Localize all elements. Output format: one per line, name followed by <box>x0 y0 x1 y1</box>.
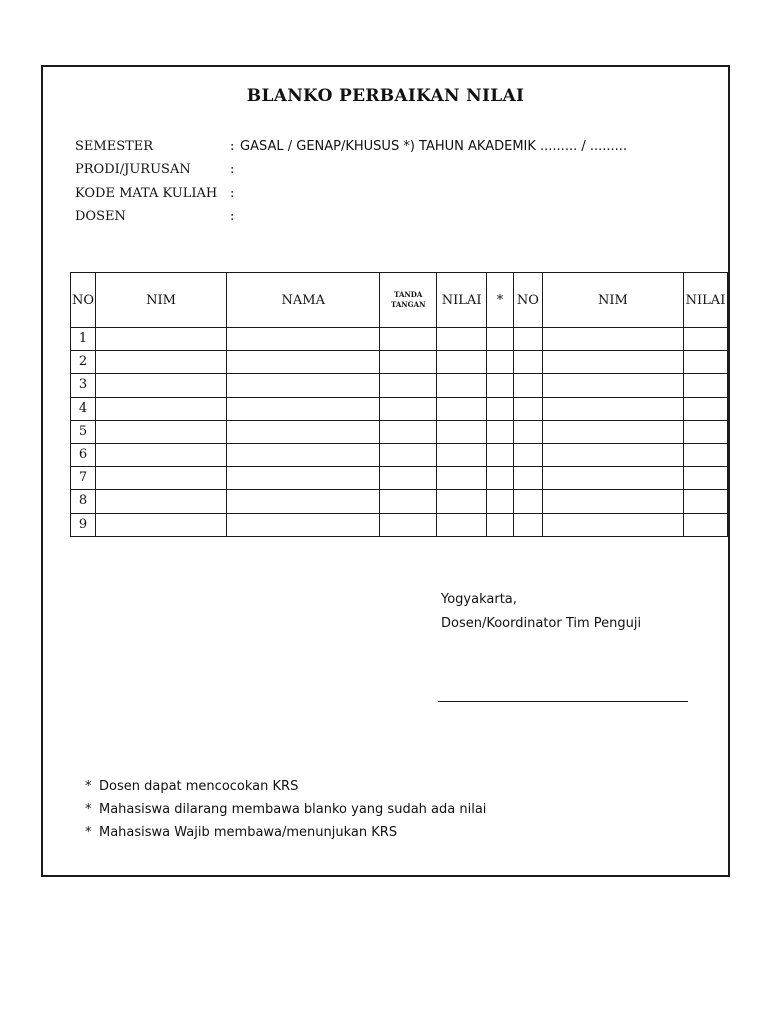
nim-cell[interactable] <box>95 351 226 374</box>
nilai-cell[interactable] <box>437 351 487 374</box>
info-separator: : <box>230 162 235 177</box>
nim-cell-2[interactable] <box>542 443 683 466</box>
nim-cell[interactable] <box>95 374 226 397</box>
form-frame <box>41 65 730 877</box>
table-row <box>71 374 728 397</box>
star-cell[interactable] <box>487 328 514 351</box>
row-number: 5 <box>71 420 96 443</box>
row-number: 3 <box>71 374 96 397</box>
nilai-cell-2[interactable] <box>684 397 728 420</box>
note-bullet: * <box>85 802 92 817</box>
signature-line <box>438 701 688 702</box>
note-bullet: * <box>85 779 92 794</box>
star-cell[interactable] <box>487 443 514 466</box>
table-row <box>71 420 728 443</box>
nim-cell-2[interactable] <box>542 328 683 351</box>
header-no-2: NO <box>513 273 542 328</box>
nilai-cell-2[interactable] <box>684 420 728 443</box>
info-label: DOSEN <box>75 209 126 224</box>
no-cell-2[interactable] <box>513 490 542 513</box>
row-number: 7 <box>71 467 96 490</box>
row-number: 4 <box>71 397 96 420</box>
note-text: Mahasiswa Wajib membawa/menunjukan KRS <box>99 825 398 840</box>
nilai-cell-2[interactable] <box>684 467 728 490</box>
nilai-cell[interactable] <box>437 490 487 513</box>
grade-table <box>70 272 728 537</box>
nilai-cell-2[interactable] <box>684 351 728 374</box>
signature-role: Dosen/Koordinator Tim Penguji <box>441 616 642 631</box>
nim-cell[interactable] <box>95 490 226 513</box>
nama-cell[interactable] <box>227 420 380 443</box>
tanda-tangan-cell[interactable] <box>380 397 437 420</box>
nim-cell-2[interactable] <box>542 374 683 397</box>
note-bullet: * <box>85 825 92 840</box>
nilai-cell-2[interactable] <box>684 374 728 397</box>
nama-cell[interactable] <box>227 513 380 536</box>
header-no: NO <box>71 273 96 328</box>
tanda-tangan-cell[interactable] <box>380 490 437 513</box>
tanda-tangan-cell[interactable] <box>380 443 437 466</box>
info-separator: : <box>230 139 235 154</box>
nama-cell[interactable] <box>227 328 380 351</box>
no-cell-2[interactable] <box>513 420 542 443</box>
header-tanda-line2: TANGAN <box>391 300 426 309</box>
header-nama: NAMA <box>227 273 380 328</box>
nilai-cell-2[interactable] <box>684 490 728 513</box>
tanda-tangan-cell[interactable] <box>380 351 437 374</box>
no-cell-2[interactable] <box>513 328 542 351</box>
table-row <box>71 513 728 536</box>
nim-cell-2[interactable] <box>542 490 683 513</box>
nim-cell-2[interactable] <box>542 513 683 536</box>
table-row <box>71 397 728 420</box>
header-star: * <box>487 273 514 328</box>
row-number: 6 <box>71 443 96 466</box>
nilai-cell-2[interactable] <box>684 328 728 351</box>
nama-cell[interactable] <box>227 351 380 374</box>
row-number: 2 <box>71 351 96 374</box>
form-title: BLANKO PERBAIKAN NILAI <box>246 86 525 106</box>
info-value: GASAL / GENAP/KHUSUS *) TAHUN AKADEMIK ......... / ......... <box>240 139 628 154</box>
info-label: SEMESTER <box>75 139 154 154</box>
row-number: 1 <box>71 328 96 351</box>
row-number: 9 <box>71 513 96 536</box>
nama-cell[interactable] <box>227 443 380 466</box>
table-row <box>71 490 728 513</box>
table-header-row <box>71 273 728 328</box>
table-row <box>71 467 728 490</box>
info-separator: : <box>230 186 235 201</box>
nilai-cell-2[interactable] <box>684 513 728 536</box>
no-cell-2[interactable] <box>513 467 542 490</box>
nim-cell-2[interactable] <box>542 397 683 420</box>
info-separator: : <box>230 209 235 224</box>
star-cell[interactable] <box>487 490 514 513</box>
nilai-cell[interactable] <box>437 467 487 490</box>
tanda-tangan-cell[interactable] <box>380 374 437 397</box>
note-text: Mahasiswa dilarang membawa blanko yang sudah ada nilai <box>99 802 487 817</box>
star-cell[interactable] <box>487 351 514 374</box>
nim-cell[interactable] <box>95 328 226 351</box>
star-cell[interactable] <box>487 420 514 443</box>
tanda-tangan-cell[interactable] <box>380 420 437 443</box>
info-label: KODE MATA KULIAH <box>75 186 218 201</box>
nama-cell[interactable] <box>227 467 380 490</box>
nim-cell[interactable] <box>95 397 226 420</box>
star-cell[interactable] <box>487 467 514 490</box>
header-nilai: NILAI <box>437 273 487 328</box>
table-row <box>71 351 728 374</box>
header-nilai-2: NILAI <box>684 273 728 328</box>
header-nim-2: NIM <box>542 273 683 328</box>
nama-cell[interactable] <box>227 374 380 397</box>
no-cell-2[interactable] <box>513 397 542 420</box>
nilai-cell[interactable] <box>437 513 487 536</box>
nilai-cell[interactable] <box>437 397 487 420</box>
nama-cell[interactable] <box>227 490 380 513</box>
no-cell-2[interactable] <box>513 513 542 536</box>
star-cell[interactable] <box>487 397 514 420</box>
header-tanda-tangan <box>380 273 437 328</box>
star-cell[interactable] <box>487 513 514 536</box>
nim-cell[interactable] <box>95 420 226 443</box>
tanda-tangan-cell[interactable] <box>380 513 437 536</box>
nilai-cell[interactable] <box>437 374 487 397</box>
no-cell-2[interactable] <box>513 351 542 374</box>
header-tanda-line1: TANDA <box>394 290 423 299</box>
nim-cell[interactable] <box>95 467 226 490</box>
nim-cell[interactable] <box>95 443 226 466</box>
tanda-tangan-cell[interactable] <box>380 467 437 490</box>
header-nim: NIM <box>95 273 226 328</box>
nim-cell-2[interactable] <box>542 351 683 374</box>
no-cell-2[interactable] <box>513 374 542 397</box>
nim-cell[interactable] <box>95 513 226 536</box>
nama-cell[interactable] <box>227 397 380 420</box>
nilai-cell[interactable] <box>437 443 487 466</box>
nilai-cell[interactable] <box>437 420 487 443</box>
signature-city: Yogyakarta, <box>441 592 517 607</box>
nim-cell-2[interactable] <box>542 467 683 490</box>
nilai-cell[interactable] <box>437 328 487 351</box>
table-row <box>71 328 728 351</box>
tanda-tangan-cell[interactable] <box>380 328 437 351</box>
note-text: Dosen dapat mencocokan KRS <box>99 779 299 794</box>
star-cell[interactable] <box>487 374 514 397</box>
row-number: 8 <box>71 490 96 513</box>
nim-cell-2[interactable] <box>542 420 683 443</box>
table-row <box>71 443 728 466</box>
no-cell-2[interactable] <box>513 443 542 466</box>
info-label: PRODI/JURUSAN <box>75 162 191 177</box>
nilai-cell-2[interactable] <box>684 443 728 466</box>
